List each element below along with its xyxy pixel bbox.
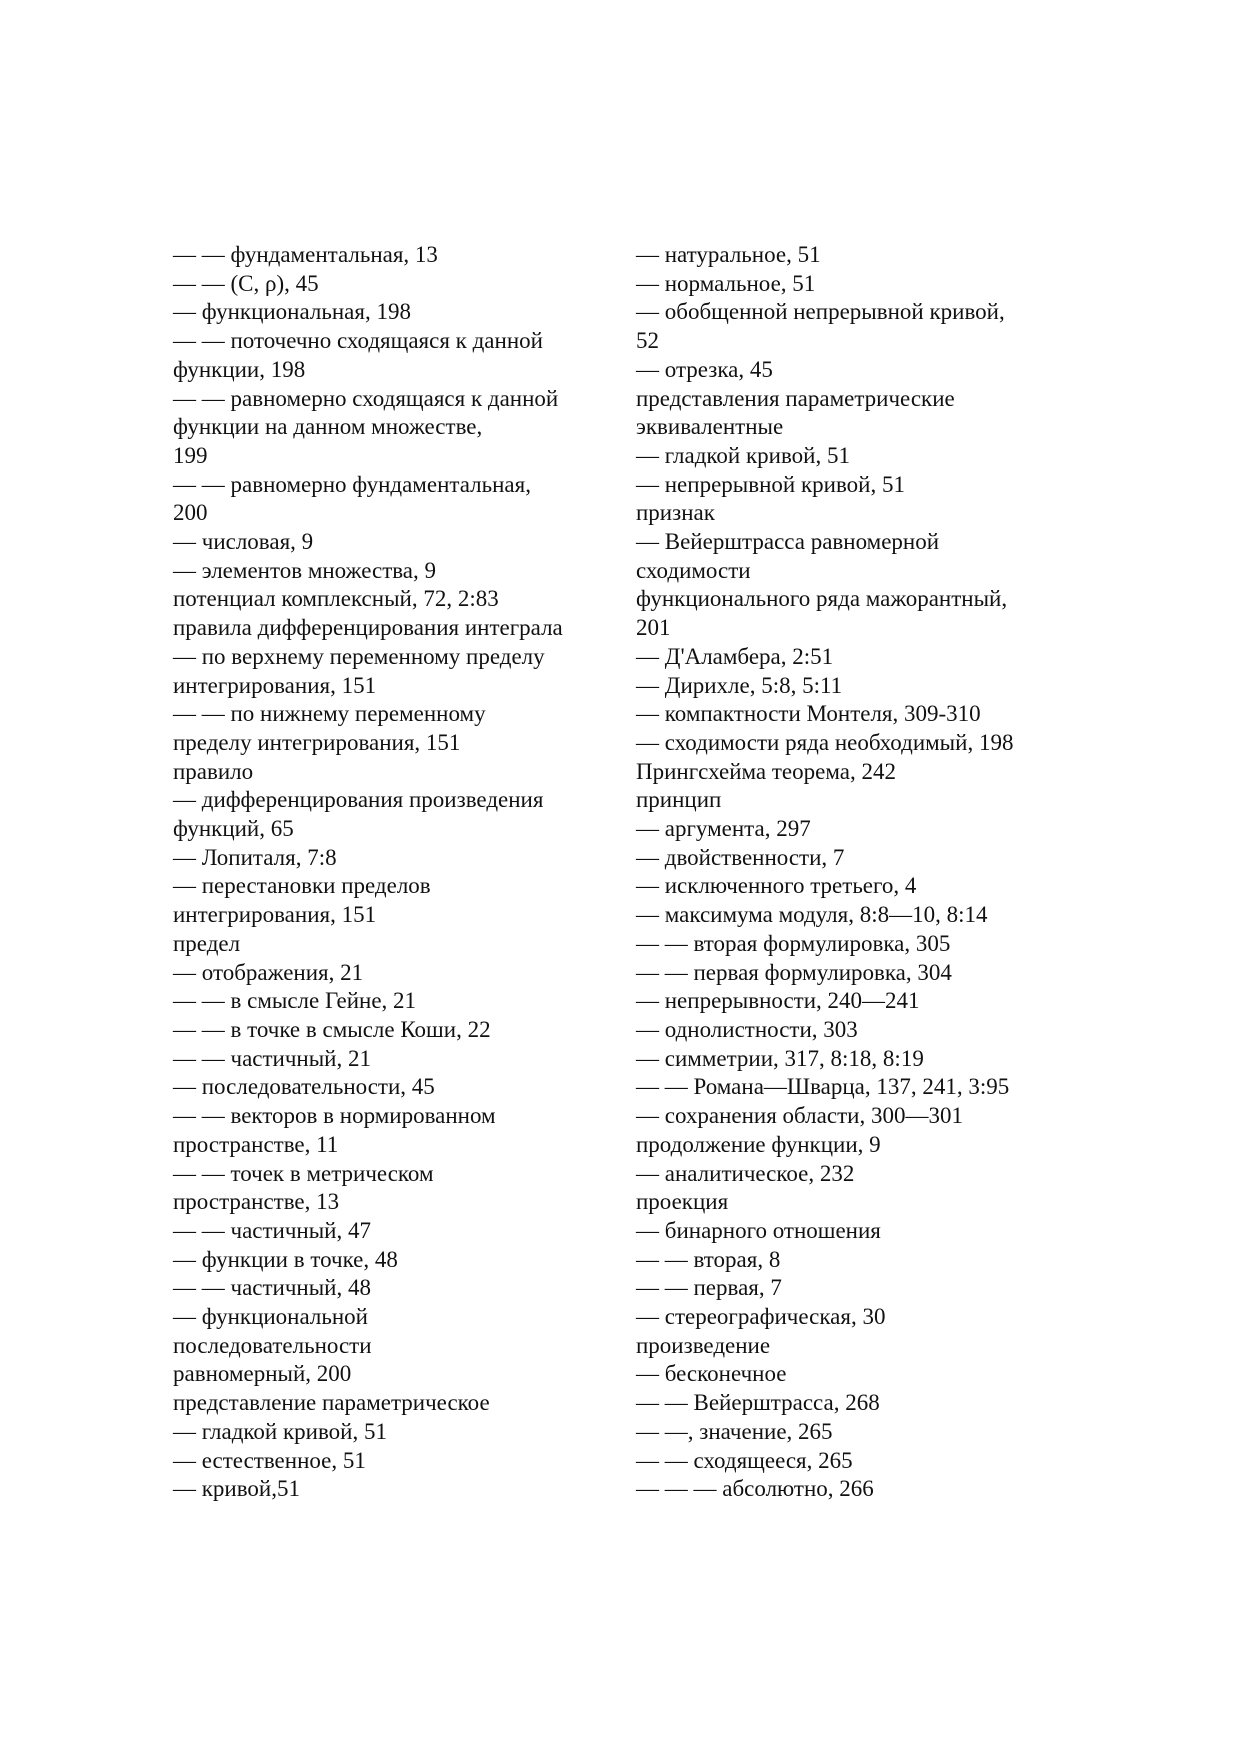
index-entry — [173, 1303, 613, 1389]
index-entry — [636, 1418, 1076, 1447]
index-entry — [636, 1475, 1076, 1504]
index-entry-line: — — первая, 7 — [636, 1275, 782, 1301]
index-entry — [173, 1447, 613, 1476]
index-entry — [636, 1217, 1076, 1246]
index-column-left — [173, 241, 613, 1504]
index-entry-line: — Вейерштрасса равномерной — [636, 529, 940, 555]
index-entry-line: — функциональной — [173, 1304, 368, 1330]
index-entry — [173, 959, 613, 988]
index-entry-line: — — в смысле Гейне, 21 — [173, 988, 417, 1014]
index-entry-line: — отрезка, 45 — [636, 356, 773, 382]
index-entry-line: — Д'Аламбера, 2:51 — [636, 643, 834, 669]
index-entry — [173, 1102, 613, 1159]
index-entry-line: функций, 65 — [173, 816, 294, 842]
index-entry — [636, 471, 1076, 500]
index-entry — [173, 385, 613, 471]
index-entry — [173, 1274, 613, 1303]
index-entry — [173, 1389, 613, 1418]
index-entry-line: — последовательности, 45 — [173, 1074, 435, 1100]
index-entry — [636, 844, 1076, 873]
index-entry-line: интегрирования, 151 — [173, 902, 377, 928]
index-entry — [636, 1102, 1076, 1131]
index-entry-line: — — частичный, 21 — [173, 1045, 371, 1071]
index-entry — [173, 528, 613, 557]
index-entry — [173, 1217, 613, 1246]
index-entry — [173, 585, 613, 614]
index-entry — [636, 1131, 1076, 1160]
index-entry — [636, 1303, 1076, 1332]
index-entry-line: 201 — [636, 615, 671, 641]
index-entry-line: — перестановки пределов — [173, 873, 431, 899]
index-entry — [636, 1389, 1076, 1418]
index-entry-line: проекция — [636, 1189, 729, 1215]
index-entry-line: — сходимости ряда необходимый, 198 — [636, 729, 1014, 755]
index-entry-line: представления параметрические — [636, 385, 955, 411]
index-entry-line: — — равномерно фундаментальная, — [173, 471, 531, 497]
index-entry-line: принцип — [636, 787, 722, 813]
index-entry — [636, 442, 1076, 471]
index-entry-line: — исключенного третьего, 4 — [636, 873, 917, 899]
index-entry-line: — — — абсолютно, 266 — [636, 1476, 874, 1502]
index-entry — [636, 872, 1076, 901]
index-entry-line: — гладкой кривой, 51 — [636, 442, 850, 468]
index-entry — [173, 700, 613, 757]
index-entry-line: 199 — [173, 442, 208, 468]
index-entry-line: — кривой,51 — [173, 1476, 300, 1502]
index-entry-line: — компактности Монтеля, 309-310 — [636, 701, 981, 727]
index-entry — [173, 471, 613, 528]
index-entry-line: — дифференцирования произведения — [173, 787, 544, 813]
index-entry-line: — обобщенной непрерывной кривой, — [636, 299, 1005, 325]
index-entry — [173, 298, 613, 327]
index-entry-line: правила дифференцирования интеграла — [173, 615, 563, 641]
index-entry — [636, 298, 1076, 355]
index-entry-line: признак — [636, 500, 715, 526]
index-entry-line: — — Романа—Шварца, 137, 241, 3:95 — [636, 1074, 1010, 1100]
index-entry — [173, 1475, 613, 1504]
index-entry — [173, 1045, 613, 1074]
index-entry-line: — сохранения области, 300—301 — [636, 1103, 963, 1129]
index-entry — [636, 786, 1076, 815]
index-entry-line: продолжение функции, 9 — [636, 1131, 881, 1157]
index-entry — [173, 930, 613, 959]
index-entry-line: эквивалентные — [636, 414, 784, 440]
index-entry-line: — — векторов в нормированном — [173, 1103, 496, 1129]
index-entry — [173, 643, 613, 700]
index-entry-line: — —, значение, 265 — [636, 1418, 833, 1444]
index-entry — [636, 987, 1076, 1016]
index-entry — [173, 1016, 613, 1045]
index-entry-line: сходимости — [636, 557, 751, 583]
index-entry — [173, 786, 613, 843]
index-entry-line: — — точек в метрическом — [173, 1160, 434, 1186]
index-entry-line: — Лопиталя, 7:8 — [173, 844, 337, 870]
index-entry — [636, 1073, 1076, 1102]
index-entry — [636, 385, 1076, 442]
index-entry-line: — непрерывности, 240—241 — [636, 988, 920, 1014]
index-entry — [636, 901, 1076, 930]
index-entry-line: — — сходящееся, 265 — [636, 1447, 853, 1473]
index-entry — [636, 1246, 1076, 1275]
index-entry-line: — — равномерно сходящаяся к данной — [173, 385, 559, 411]
index-entry — [636, 672, 1076, 701]
index-entry — [173, 758, 613, 787]
index-entry-line: функционального ряда мажорантный, — [636, 586, 1008, 612]
index-entry — [636, 1160, 1076, 1189]
index-entry-line: 52 — [636, 328, 659, 354]
index-entry-line: — — вторая формулировка, 305 — [636, 930, 951, 956]
index-entry-line: — по верхнему переменному пределу — [173, 643, 545, 669]
index-entry — [636, 1447, 1076, 1476]
index-entry-line: — стереографическая, 30 — [636, 1304, 886, 1330]
index-entry — [636, 585, 1076, 642]
index-entry — [636, 1016, 1076, 1045]
index-entry-line: — числовая, 9 — [173, 529, 314, 555]
index-entry-line: — — по нижнему переменному — [173, 701, 486, 727]
index-entry-line: правило — [173, 758, 254, 784]
index-entry — [636, 758, 1076, 787]
index-entry-line: — — фундаментальная, 13 — [173, 242, 438, 267]
index-entry — [636, 528, 1076, 585]
index-entry-line: — — вторая, 8 — [636, 1246, 781, 1272]
index-entry — [173, 844, 613, 873]
index-column-right — [636, 241, 1076, 1504]
index-entry — [636, 241, 1076, 270]
index-entry — [636, 1274, 1076, 1303]
index-entry — [636, 356, 1076, 385]
index-entry-line: равномерный, 200 — [173, 1361, 352, 1387]
index-entry-line: — функции в точке, 48 — [173, 1246, 398, 1272]
index-entry-line: — функциональная, 198 — [173, 299, 411, 325]
index-entry — [173, 241, 613, 270]
index-entry — [173, 872, 613, 929]
index-entry — [173, 987, 613, 1016]
index-entry-line: — — Вейерштрасса, 268 — [636, 1390, 880, 1416]
index-entry-line: — Дирихле, 5:8, 5:11 — [636, 672, 843, 698]
index-entry — [636, 499, 1076, 528]
index-entry-line: — — поточечно сходящаяся к данной — [173, 328, 543, 354]
index-entry-line: — естественное, 51 — [173, 1447, 366, 1473]
index-entry-line: — симметрии, 317, 8:18, 8:19 — [636, 1045, 924, 1071]
index-entry-line: функции, 198 — [173, 356, 306, 382]
index-entry-line: пределу интегрирования, 151 — [173, 729, 461, 755]
index-entry-line: — натуральное, 51 — [636, 242, 821, 267]
index-entry-line: предел — [173, 930, 241, 956]
index-entry — [173, 1418, 613, 1447]
index-entry-line: — двойственности, 7 — [636, 844, 845, 870]
index-entry — [636, 1188, 1076, 1217]
index-entry-line: функции на данном множестве, — [173, 414, 483, 440]
index-entry — [173, 1073, 613, 1102]
index-entry-line: — элементов множества, 9 — [173, 557, 437, 583]
index-entry — [173, 614, 613, 643]
index-entry — [636, 700, 1076, 729]
index-entry-line: — аналитическое, 232 — [636, 1160, 855, 1186]
index-entry-line: — — первая формулировка, 304 — [636, 959, 952, 985]
index-entry-line: 200 — [173, 500, 208, 526]
index-entry-line: — — частичный, 48 — [173, 1275, 371, 1301]
index-entry — [173, 270, 613, 299]
index-entry-line: — аргумента, 297 — [636, 816, 811, 842]
index-entry-line: — однолистности, 303 — [636, 1016, 858, 1042]
index-entry-line: произведение — [636, 1332, 771, 1358]
index-entry-line: — — в точке в смысле Коши, 22 — [173, 1016, 491, 1042]
index-entry-line: — нормальное, 51 — [636, 270, 816, 296]
index-entry — [173, 327, 613, 384]
index-entry — [173, 1160, 613, 1217]
index-entry-line: — максимума модуля, 8:8—10, 8:14 — [636, 902, 988, 928]
index-entry — [636, 1360, 1076, 1389]
index-entry — [636, 729, 1076, 758]
index-entry — [636, 643, 1076, 672]
index-entry — [636, 1332, 1076, 1361]
index-entry-line: — бинарного отношения — [636, 1217, 881, 1243]
index-entry — [173, 1246, 613, 1275]
index-entry — [173, 557, 613, 586]
index-entry-line: представление параметрическое — [173, 1390, 490, 1416]
index-entry — [636, 930, 1076, 959]
index-entry-line: — — частичный, 47 — [173, 1217, 371, 1243]
index-entry — [636, 270, 1076, 299]
index-entry-line: пространстве, 13 — [173, 1189, 340, 1215]
index-entry-line: — гладкой кривой, 51 — [173, 1418, 387, 1444]
index-entry-line: Прингсхейма теорема, 242 — [636, 758, 896, 784]
index-entry — [636, 959, 1076, 988]
index-entry-line: интегрирования, 151 — [173, 672, 377, 698]
index-entry-line: — непрерывной кривой, 51 — [636, 471, 905, 497]
index-entry-line: последовательности — [173, 1332, 372, 1358]
index-entry-line: потенциал комплексный, 72, 2:83 — [173, 586, 499, 612]
index-entry — [636, 1045, 1076, 1074]
index-entry-line: — — (С, ρ), 45 — [173, 270, 319, 296]
index-entry — [636, 815, 1076, 844]
index-entry-line: — бесконечное — [636, 1361, 787, 1387]
index-entry-line: пространстве, 11 — [173, 1131, 339, 1157]
index-entry-line: — отображения, 21 — [173, 959, 364, 985]
